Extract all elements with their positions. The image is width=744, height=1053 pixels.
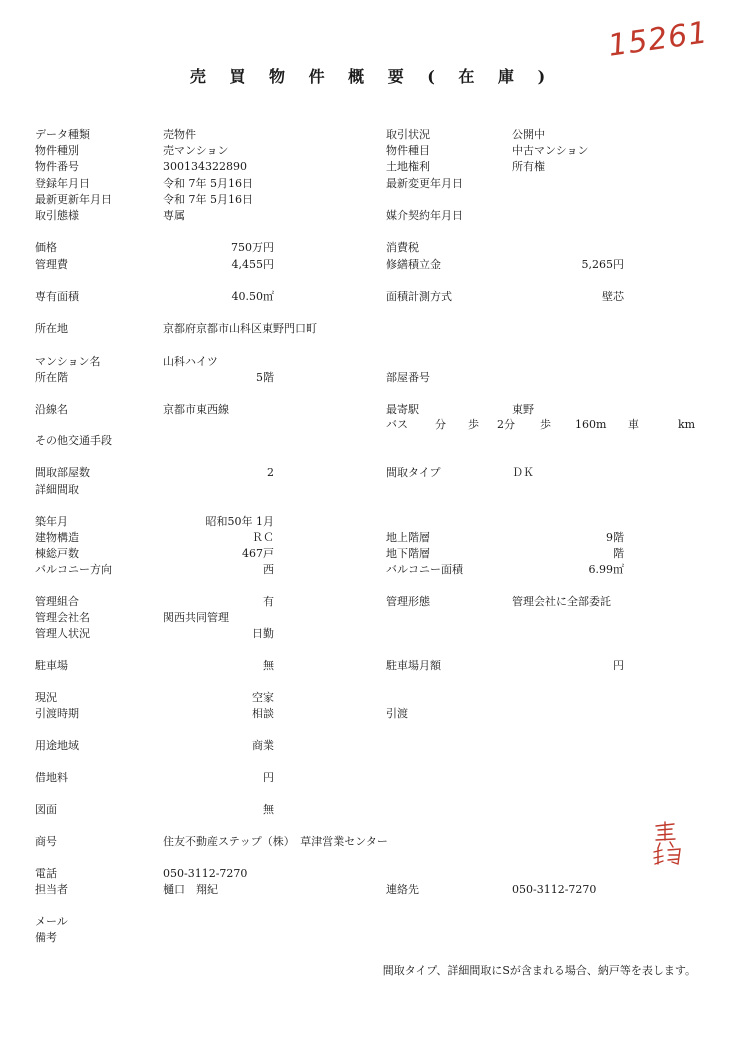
label-walk-1: 歩 bbox=[468, 418, 479, 431]
label-room-no: 部屋番号 bbox=[386, 371, 430, 384]
label-balcony-dir: バルコニー方向 bbox=[35, 563, 112, 576]
label-area: 専有面積 bbox=[35, 290, 79, 303]
value-address: 京都府京都市山科区東野門口町 bbox=[163, 322, 317, 335]
label-union: 管理組合 bbox=[35, 595, 79, 608]
value-structure: ＲＣ bbox=[252, 531, 274, 544]
label-mansion: マンション名 bbox=[35, 355, 101, 368]
label-walk-2: 歩 bbox=[540, 418, 551, 431]
label-floor: 所在階 bbox=[35, 371, 68, 384]
label-below: 地下階層 bbox=[386, 547, 430, 560]
value-built: 昭和50年 1月 bbox=[205, 515, 274, 528]
value-mgmt-fee: 4,455円 bbox=[231, 258, 274, 271]
label-item: 物件種目 bbox=[386, 144, 430, 157]
label-staff: 担当者 bbox=[35, 883, 68, 896]
value-line: 京都市東西線 bbox=[163, 403, 229, 416]
value-mansion: 山科ハイツ bbox=[163, 355, 218, 368]
value-balcony-dir: 西 bbox=[263, 563, 274, 576]
footnote: 間取タイプ、詳細間取にSが含まれる場合、納戸等を表します。 bbox=[382, 964, 696, 977]
value-balcony-area: 6.99㎡ bbox=[588, 563, 624, 576]
handwritten-signature bbox=[648, 820, 688, 870]
value-mgmt-form: 管理会社に全部委託 bbox=[512, 595, 611, 608]
label-other-transport: その他交通手段 bbox=[35, 434, 112, 447]
value-contact: 050-3112-7270 bbox=[512, 883, 597, 896]
label-bus-min: 分 bbox=[435, 418, 446, 431]
value-area: 40.50㎡ bbox=[231, 290, 274, 303]
label-price: 価格 bbox=[35, 241, 57, 254]
label-tax: 消費税 bbox=[386, 241, 419, 254]
value-layout: ＤＫ bbox=[512, 466, 534, 479]
value-floor: 5階 bbox=[256, 371, 274, 384]
label-area-method: 面積計測方式 bbox=[386, 290, 452, 303]
value-price: 750万円 bbox=[231, 241, 274, 254]
label-changed: 最新変更年月日 bbox=[386, 177, 463, 190]
label-detail-layout: 詳細間取 bbox=[35, 483, 79, 496]
label-mgmt-fee: 管理費 bbox=[35, 258, 68, 271]
value-units: 467戸 bbox=[242, 547, 274, 560]
label-status: 取引状況 bbox=[386, 128, 430, 141]
label-registered: 登録年月日 bbox=[35, 177, 90, 190]
label-km: km bbox=[678, 418, 696, 431]
value-union: 有 bbox=[263, 595, 274, 608]
label-current: 現況 bbox=[35, 691, 57, 704]
label-company: 商号 bbox=[35, 835, 57, 848]
label-trade-mode: 取引態様 bbox=[35, 209, 79, 222]
label-structure: 建物構造 bbox=[35, 531, 79, 544]
value-item: 中古マンション bbox=[512, 144, 589, 157]
value-lease: 円 bbox=[263, 771, 274, 784]
label-line: 沿線名 bbox=[35, 403, 68, 416]
value-parking-fee: 円 bbox=[613, 659, 624, 672]
label-above: 地上階層 bbox=[386, 531, 430, 544]
label-contract: 媒介契約年月日 bbox=[386, 209, 463, 222]
value-above: 9階 bbox=[606, 531, 624, 544]
label-remarks: 備考 bbox=[35, 931, 57, 944]
value-staff: 樋口 翔紀 bbox=[163, 883, 218, 896]
label-updated: 最新更新年月日 bbox=[35, 193, 112, 206]
value-tel: 050-3112-7270 bbox=[163, 867, 248, 880]
label-parking: 駐車場 bbox=[35, 659, 68, 672]
label-property-no: 物件番号 bbox=[35, 160, 79, 173]
value-walk-1: 2分 bbox=[497, 418, 515, 431]
value-status: 公開中 bbox=[512, 128, 545, 141]
label-data-type: データ種類 bbox=[35, 128, 90, 141]
value-registered: 令和 7年 5月16日 bbox=[163, 177, 253, 190]
value-mgmt-co: 関西共同管理 bbox=[163, 611, 229, 624]
value-updated: 令和 7年 5月16日 bbox=[163, 193, 253, 206]
label-land-right: 土地権利 bbox=[386, 160, 430, 173]
value-property-type: 売マンション bbox=[163, 144, 229, 157]
value-manager: 日勤 bbox=[252, 627, 274, 640]
value-current: 空家 bbox=[252, 691, 274, 704]
label-drawing: 図面 bbox=[35, 803, 57, 816]
label-lease: 借地料 bbox=[35, 771, 68, 784]
value-trade-mode: 専属 bbox=[163, 209, 185, 222]
value-company: 住友不動産ステップ（株） 草津営業センター bbox=[163, 835, 388, 848]
label-rooms: 間取部屋数 bbox=[35, 466, 90, 479]
label-tel: 電話 bbox=[35, 867, 57, 880]
label-balcony-area: バルコニー面積 bbox=[386, 563, 463, 576]
label-mail: メール bbox=[35, 915, 68, 928]
label-zoning: 用途地域 bbox=[35, 739, 79, 752]
label-handover: 引渡 bbox=[386, 707, 408, 720]
label-handover-time: 引渡時期 bbox=[35, 707, 79, 720]
value-zoning: 商業 bbox=[252, 739, 274, 752]
value-parking: 無 bbox=[263, 659, 274, 672]
value-walk-2: 160m bbox=[575, 418, 607, 431]
label-mgmt-co: 管理会社名 bbox=[35, 611, 90, 624]
value-station: 東野 bbox=[512, 403, 534, 416]
label-parking-fee: 駐車場月額 bbox=[386, 659, 441, 672]
value-drawing: 無 bbox=[263, 803, 274, 816]
handwritten-number: 15261 bbox=[606, 15, 711, 64]
label-repair: 修繕積立金 bbox=[386, 258, 441, 271]
value-repair: 5,265円 bbox=[581, 258, 624, 271]
label-address: 所在地 bbox=[35, 322, 68, 335]
value-data-type: 売物件 bbox=[163, 128, 196, 141]
value-below: 階 bbox=[613, 547, 624, 560]
value-rooms: 2 bbox=[267, 466, 274, 479]
value-area-method: 壁芯 bbox=[602, 290, 624, 303]
label-station: 最寄駅 bbox=[386, 403, 419, 416]
label-manager: 管理人状況 bbox=[35, 627, 90, 640]
label-units: 棟総戸数 bbox=[35, 547, 79, 560]
label-car: 車 bbox=[628, 418, 639, 431]
page-title: 売 買 物 件 概 要 ( 在 庫 ) bbox=[189, 67, 555, 86]
label-contact: 連絡先 bbox=[386, 883, 419, 896]
label-layout: 間取タイプ bbox=[386, 466, 441, 479]
label-built: 築年月 bbox=[35, 515, 68, 528]
label-mgmt-form: 管理形態 bbox=[386, 595, 430, 608]
value-handover-time: 相談 bbox=[252, 707, 274, 720]
value-land-right: 所有権 bbox=[512, 160, 545, 173]
label-property-type: 物件種別 bbox=[35, 144, 79, 157]
label-bus: バス bbox=[386, 418, 408, 431]
value-property-no: 300134322890 bbox=[163, 160, 247, 173]
